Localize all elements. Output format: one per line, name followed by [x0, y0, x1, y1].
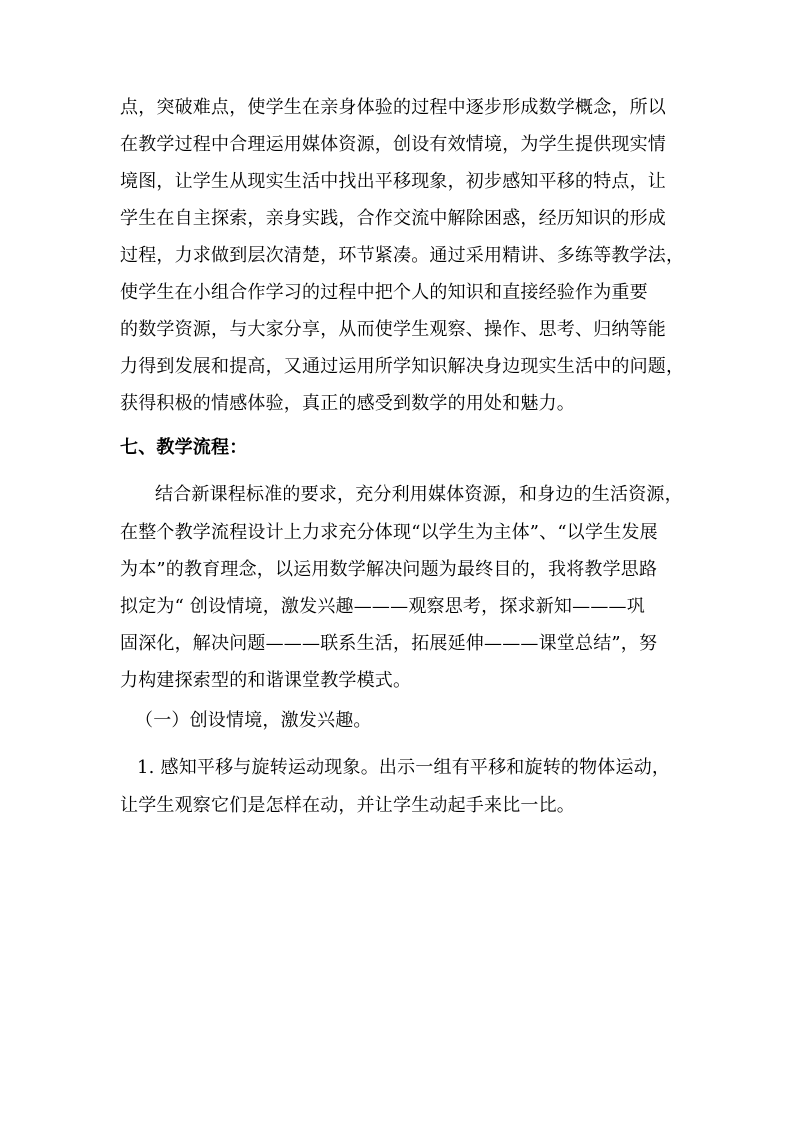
paragraph-3-line-1: 1. 感知平移与旋转运动现象。出示一组有平移和旋转的物体运动， — [137, 757, 671, 778]
paragraph-1-line-5: 过程，力求做到层次清楚，环节紧凑。通过采用精讲、多练等教学法， — [120, 245, 685, 266]
subsection-heading: （一）创设情境，激发兴趣。 — [135, 710, 372, 731]
paragraph-3-line-2: 让学生观察它们是怎样在动，并让学生动起手来比一比。 — [120, 795, 575, 816]
paragraph-1-line-3: 境图，让学生从现实生活中找出平移现象，初步感知平移的特点，让 — [120, 171, 666, 192]
paragraph-1-line-7: 的数学资源，与大家分享，从而使学生观察、操作、思考、归纳等能 — [120, 319, 666, 340]
paragraph-2-line-4: 拟定为“ 创设情境，激发兴趣———观察思考，探求新知———巩 — [120, 596, 645, 617]
paragraph-2-line-2: 在整个教学流程设计上力求充分体现“以学生为主体”、“以学生发展 — [120, 522, 658, 543]
paragraph-1-line-4: 学生在自主探索，亲身实践，合作交流中解除困惑，经历知识的形成 — [120, 208, 666, 229]
paragraph-1-line-2: 在教学过程中合理运用媒体资源，创设有效情境，为学生提供现实情 — [120, 134, 666, 155]
paragraph-1-line-6: 使学生在小组合作学习的过程中把个人的知识和直接经验作为重要 — [120, 282, 648, 303]
paragraph-2-line-5: 固深化，解决问题———联系生活，拓展延伸———课堂总结”，努 — [120, 633, 658, 654]
paragraph-1-line-9: 获得积极的情感体验，真正的感受到数学的用处和魅力。 — [120, 393, 575, 414]
paragraph-2-line-1: 结合新课程标准的要求，充分利用媒体资源，和身边的生活资源， — [155, 484, 683, 505]
paragraph-2-line-6: 力构建探索型的和谐课堂教学模式。 — [120, 670, 412, 691]
section-heading: 七、教学流程： — [120, 437, 248, 458]
paragraph-2-line-3: 为本”的教育理念，以运用数学解决问题为最终目的，我将教学思路 — [120, 559, 658, 580]
paragraph-1-line-8: 力得到发展和提高，又通过运用所学知识解决身边现实生活中的问题， — [120, 356, 685, 377]
paragraph-1-line-1: 点，突破难点，使学生在亲身体验的过程中逐步形成数学概念，所以 — [120, 97, 666, 118]
